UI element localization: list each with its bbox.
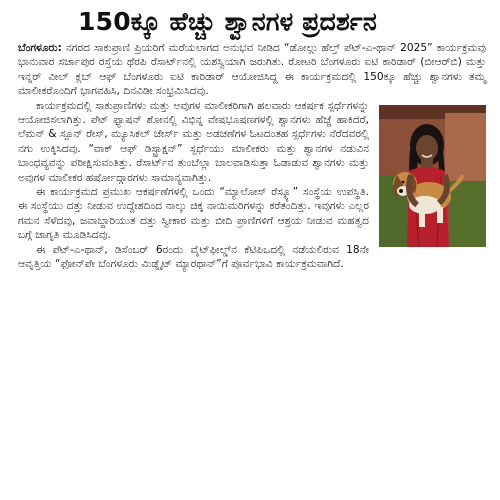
- paragraph-3: ಈ ಕಾರ್ಯಕ್ರಮದ ಪ್ರಮುಖ ಆಕರ್ಷಣೆಗಳಲ್ಲಿ ಒಂದು “ಮ್ಯಾಲೋಸ್ ರೆಸ್ಕ್ಯೂ” ಸಂಸ್ಥೆಯ ಉಪಸ್ಥಿತಿ. ಈ ಸಂಸ್ಥೆಯು ದತ್ತು ನೀಡುವ ಉದ್ದೇಶದಿಂದ ನಾಲ್ಕು ಚಿಕ್ಕ ನಾಯಿಮರಿಗಳನ್ನು ಕರೆತಂದಿತ್ತು. ಇವುಗಳು ಎಲ್ಲರ ಗಮನ ಸೆಳೆದವು, ಜವಾಬ್ದಾರಿಯುತ ದತ್ತು ಸ್ವೀಕಾರ ಮತ್ತು ಬೀದಿ ಪ್ರಾಣಿಗಳಿಗೆ ಆಶ್ರಯ ನೀಡುವ ಮಹತ್ವದ ಬಗ್ಗೆ ಜಾಗೃತಿ ಮೂಡಿಸಿದವು.: [18, 186, 369, 242]
- paragraph-4: ಈ ಪೆಟ್-ಎ-ಥಾನ್, ಡಿಸೆಂಬರ್ 6ರಂದು ವೈಟ್‌ಫೀಲ್ಡ್‌ನ ಕೆಟಿಪಿಒದಲ್ಲಿ ನಡೆಯಲಿರುವ 18ನೇ ಆವೃತ್ತಿಯ “ಫೋನ್‌ಪೇ ಬೆಂಗಳೂರು ಮಿಡ್ನೈಟ್ ಮ್ಯಾರಥಾನ್”ಗೆ ಪೂರ್ವಭಾವಿ ಕಾರ್ಯಕ್ರಮವಾಗಿದೆ.: [18, 243, 369, 271]
- paragraph-1: [18, 41, 486, 99]
- article-body: [18, 41, 486, 272]
- paragraph-1-text: ನಗರದ ಸಾಕುಪ್ರಾಣಿ ಪ್ರಿಯರಿಗೆ ಮರೆಯಲಾಗದ ಅನುಭವ ನೀಡಿದ “ಡೋಲ್ಗು ಹೆಲ್ತ್ ಪೆಟ್-ಎ-ಥಾನ್ 2025” ಕಾರ್ಯಕ್ರಮವು ಭಾನುವಾರ ಸರ್ಜಾಪುರ ರಸ್ತೆಯ ಥೆರಪಿ ರೆಸಾರ್ಟ್‌ನಲ್ಲಿ ಯಶಸ್ವಿಯಾಗಿ ಜರುಗಿತು. ರೋಟರಿ ಬೆಂಗಳೂರು ಐಟಿ ಕಾರಿಡಾರ್ (ಬೀಆರ್‌ಬಿ) ಮತ್ತು ಇನ್ನರ್ ವೀಲ್ ಕ್ಲಬ್ ಆಫ್ ಬೆಂಗಳೂರು ಐಟಿ ಕಾರಿಡಾರ್ ಆಯೋಜಿಸಿದ್ದ ಈ ಕಾರ್ಯಕ್ರಮದಲ್ಲಿ 150ಕ್ಕೂ ಹೆಚ್ಚು ಶ್ವಾನಗಳು ತಮ್ಮ ಮಾಲೀಕರೊಂದಿಗೆ ಭಾಗವಹಿಸಿ, ದಿನವಿಡೀ ಸಂಭ್ರಮಿಸಿದವು.: [18, 42, 486, 98]
- photo-woman-with-dog: [379, 105, 486, 247]
- headline: 150ಕ್ಕೂ ಹೆಚ್ಚು ಶ್ವಾನಗಳ ಪ್ರದರ್ಶನ: [78, 7, 377, 36]
- paragraph-2: ಕಾರ್ಯಕ್ರಮದಲ್ಲಿ ಸಾಕುಪ್ರಾಣಿಗಳು ಮತ್ತು ಅವುಗಳ ಮಾಲೀಕರಿಗಾಗಿ ಹಲವಾರು ಆಕರ್ಷಕ ಸ್ಪರ್ಧೆಗಳನ್ನು ಆಯೋಜಿಸಲಾಗಿತ್ತು. ಪೆಟ್ ಫ್ಯಾಷನ್ ಶೋನಲ್ಲಿ ವಿಭಿನ್ನ ವೇಷಭೂಷಣಗಳಲ್ಲಿ ಶ್ವಾನಗಳು ಹೆಜ್ಜೆ ಹಾಕಿದರೆ, ಲೆಮನ್ & ಸ್ಪೂನ್ ರೇಸ್, ಮ್ಯೂಸಿಕಲ್ ಚೇರ್ಸ್ ಮತ್ತು ಅಡಚಣೆಗಳ ಓಟದಂತಹ ಸ್ಪರ್ಧೆಗಳು ನೆರೆದವರಲ್ಲಿ ನಗು ಉಕ್ಕಿಸಿದವು. “ವಾಕ್ ಆಫ್ ಡಿಸ್ಟ್ರಾಕ್ಷನ್” ಸ್ಪರ್ಧೆಯು ಮಾಲೀಕರು ಮತ್ತು ಶ್ವಾನಗಳ ನಡುವಿನ ಬಾಂಧವ್ಯವನ್ನು ಪರೀಕ್ಷಿಸುವಂತಿತ್ತು. ರೆಸಾರ್ಟ್‌ನ ತುಂಬೆಲ್ಲಾ ಬಾಲವಾಡಿಸುತ್ತಾ ಓಡಾಡುವ ಶ್ವಾನಗಳು ಮತ್ತು ಅವುಗಳ ಮಾಲೀಕರ ಹರ್ಷೋದ್ಗಾರಗಳು ಸಾಮಾನ್ಯವಾಗಿತ್ತು.: [18, 99, 369, 184]
- dateline: ಬೆಂಗಳೂರು:: [18, 42, 62, 54]
- article-photo: [379, 105, 486, 247]
